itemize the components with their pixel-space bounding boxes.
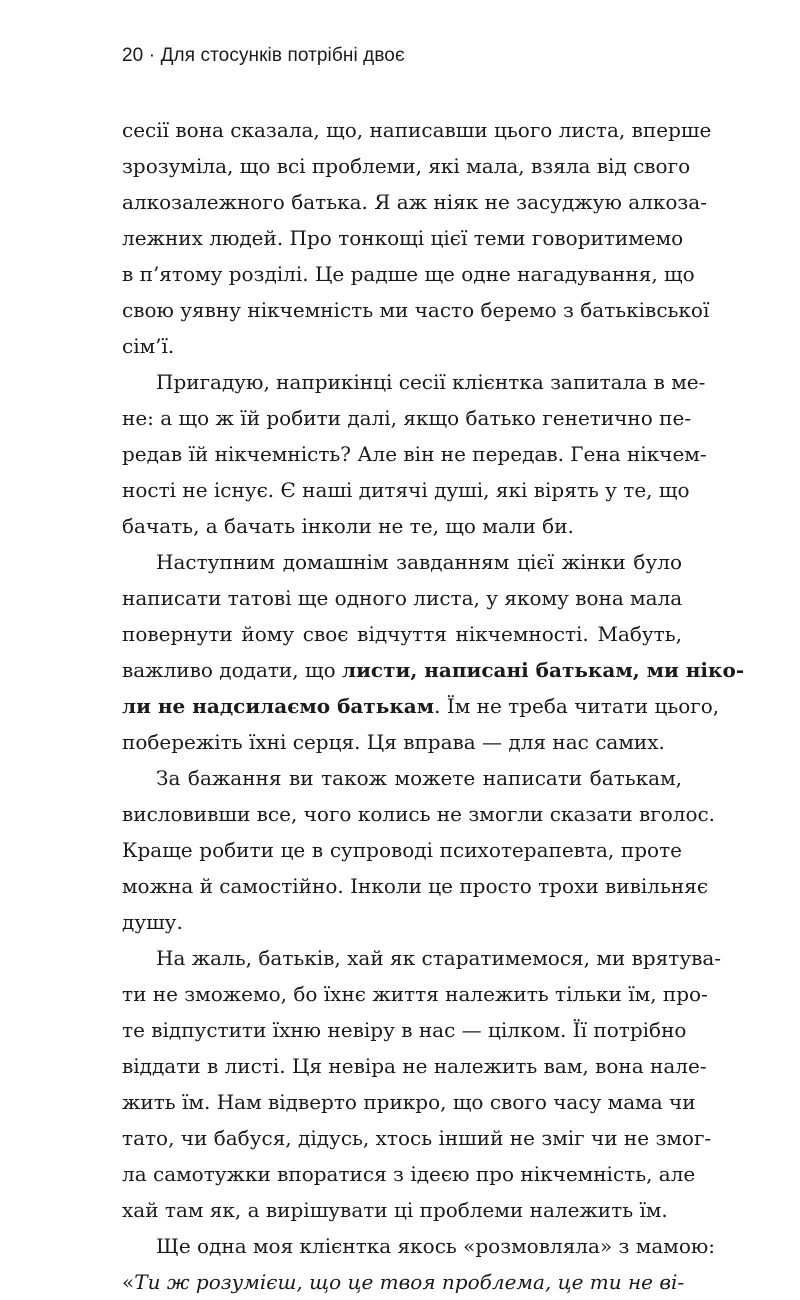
- text-line: віддати в листі. Ця невіра не належить вам, вона нале-: [122, 1054, 707, 1078]
- text-line: написати татові ще одного листа, у якому вона мала: [122, 586, 683, 610]
- header-separator: ·: [148, 45, 156, 66]
- text-line: зрозуміла, що всі проблеми, які мала, взяла від свого: [122, 154, 691, 178]
- text-line: лежних людей. Про тонкощі цієї теми говоритимемо: [122, 226, 684, 250]
- text-line: бачать, а бачать інколи не те, що мали би.: [122, 514, 574, 538]
- text-line: [122, 652, 745, 688]
- text-line: свою уявну нікчемність ми часто беремо з батьківської: [122, 298, 710, 322]
- text-line: в п’ятому розділі. Це радше ще одне нагадування, що: [122, 262, 695, 286]
- text-line: тато, чи бабуся, дідусь, хтось інший не зміг чи не змог-: [122, 1126, 712, 1150]
- text-line: висловивши все, чого колись не змогли сказати вголос.: [122, 802, 716, 826]
- text-line: повернути йому своє відчуття нікчемності. Мабуть,: [122, 622, 682, 646]
- text-line: [122, 1264, 685, 1300]
- running-head: [122, 44, 405, 68]
- text-line: Краще робити це в супроводі психотерапевта, проте: [122, 838, 682, 862]
- text-line: Наступним домашнім завданням цієї жінки було: [156, 550, 682, 574]
- italic-quote: Ти ж розумієш, що це твоя проблема, це ти не ві-: [134, 1270, 685, 1294]
- text-line: жить їм. Нам відверто прикро, що свого часу мама чи: [122, 1090, 696, 1114]
- text-run: важливо додати, що: [122, 658, 342, 682]
- text-line: Пригадую, наприкінці сесії клієнтка запитала в ме-: [156, 370, 706, 394]
- quote-mark: «: [122, 1270, 135, 1294]
- chapter-title: Для стосунків потрібні двоє: [160, 45, 405, 66]
- page-number: 20: [122, 45, 144, 66]
- text-line: ла самотужки впоратися з ідеєю про нікчемність, але: [122, 1162, 696, 1186]
- text-line: хай там як, а вирішувати ці проблеми належить їм.: [122, 1198, 668, 1222]
- text-line: те відпустити їхню невіру в нас — цілком. Її потрібно: [122, 1018, 687, 1042]
- text-line: редав їй нікчемність? Але він не передав. Гена нікчем-: [122, 442, 707, 466]
- text-line: не: а що ж їй робити далі, якщо батько генетично пе-: [122, 406, 692, 430]
- text-line: сім’ї.: [122, 334, 175, 358]
- text-line: душу.: [122, 910, 183, 934]
- text-line: ності не існує. Є наші дитячі душі, які вірять у те, що: [122, 478, 690, 502]
- text-line: ти не зможемо, бо їхнє життя належить тільки їм, про-: [122, 982, 708, 1006]
- text-line: [122, 688, 720, 724]
- text-line: можна й самостійно. Інколи це просто трохи вивільняє: [122, 874, 709, 898]
- text-line: За бажання ви також можете написати батькам,: [156, 766, 682, 790]
- text-line: сесії вона сказала, що, написавши цього листа, вперше: [122, 118, 712, 142]
- text-line: побережіть їхні серця. Ця вправа — для нас самих.: [122, 730, 665, 754]
- bold-emphasis: листи, написані батькам, ми ніко-: [341, 658, 745, 682]
- body-text: [122, 112, 745, 1300]
- text-line: алкозалежного батька. Я аж ніяк не засуджую алкоза-: [122, 190, 707, 214]
- text-line: Ще одна моя клієнтка якось «розмовляла» з мамою:: [156, 1234, 716, 1258]
- text-run: . Їм не треба читати цього,: [434, 694, 720, 718]
- bold-emphasis: ли не надсилаємо батькам: [122, 694, 435, 718]
- text-line: На жаль, батьків, хай як старатимемося, ми врятува-: [156, 946, 722, 970]
